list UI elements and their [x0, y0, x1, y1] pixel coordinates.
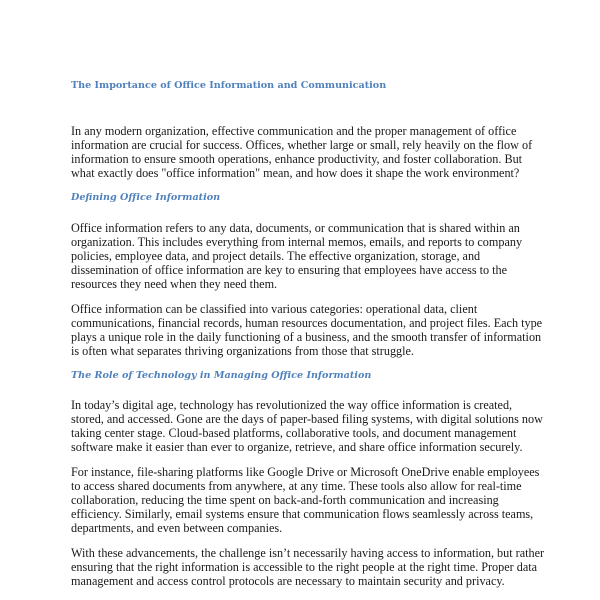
text-line: departments, and even between companies.	[71, 521, 283, 535]
section-2-paragraph-3	[71, 546, 545, 588]
text-line: plays a unique role in the daily functioning of a business, and the smooth transfer of information	[71, 330, 542, 344]
text-line: what exactly does "office information" mean, and how does it shape the work environment?	[71, 166, 520, 180]
text-line: policies, employee data, and project details. The effective organization, storage, and	[71, 249, 481, 263]
text-line: resources they need when they need them.	[71, 277, 278, 291]
section-heading-defining-office-information: Defining Office Information	[71, 192, 221, 203]
text-line: information to ensure smooth operations, enhance productivity, and foster collaboration. But	[71, 152, 523, 166]
text-line: efficiency. Similarly, email systems ensure that communication flows seamlessly across teams,	[71, 507, 534, 521]
text-line: ensuring that the right information is accessible to the right people at the right time. Proper data	[71, 560, 538, 574]
text-line: dissemination of office information are key to ensuring that employees have access to the	[71, 263, 508, 277]
text-line: Office information can be classified into various categories: operational data, client	[71, 302, 478, 316]
text-line: organization. This includes everything from internal memos, emails, and reports to company	[71, 235, 523, 249]
text-line: With these advancements, the challenge isn’t necessarily having access to information, but rather	[71, 546, 545, 560]
section-1-paragraph-1	[71, 221, 537, 291]
section-2-paragraph-1	[71, 398, 543, 454]
section-2-paragraph-2	[71, 465, 540, 535]
text-line: collaboration, reducing the time spent on back-and-forth communication and increasing	[71, 493, 499, 507]
text-line: Office information refers to any data, documents, or communication that is shared within an	[71, 221, 520, 235]
text-line: information are crucial for success. Offices, whether large or small, rely heavily on the flow of	[71, 138, 533, 152]
intro-paragraph	[71, 124, 537, 180]
text-line: communications, financial records, human resources documentation, and project files. Each type	[71, 316, 543, 330]
section-heading-role-of-technology: The Role of Technology in Managing Office Information	[71, 370, 372, 381]
text-line: taking center stage. Cloud-based platforms, collaborative tools, and document management	[71, 426, 517, 440]
document-title: The Importance of Office Information and Communication	[71, 80, 387, 91]
text-line: In today’s digital age, technology has revolutionized the way office information is created,	[71, 398, 513, 412]
text-line: stored, and accessed. Gone are the days of paper-based filing systems, with digital solutions now	[71, 412, 543, 426]
text-line: to access shared documents from anywhere, at any time. These tools also allow for real-time	[71, 479, 522, 493]
text-line: In any modern organization, effective communication and the proper management of office	[71, 124, 517, 138]
text-line: is often what separates thriving organizations from those that struggle.	[71, 344, 414, 358]
text-line: For instance, file-sharing platforms like Google Drive or Microsoft OneDrive enable employees	[71, 465, 540, 479]
text-line: management and access control protocols are necessary to maintain security and privacy.	[71, 574, 505, 588]
text-line: software make it easier than ever to organize, retrieve, and share office information securely.	[71, 440, 523, 454]
section-1-paragraph-2	[71, 302, 543, 358]
